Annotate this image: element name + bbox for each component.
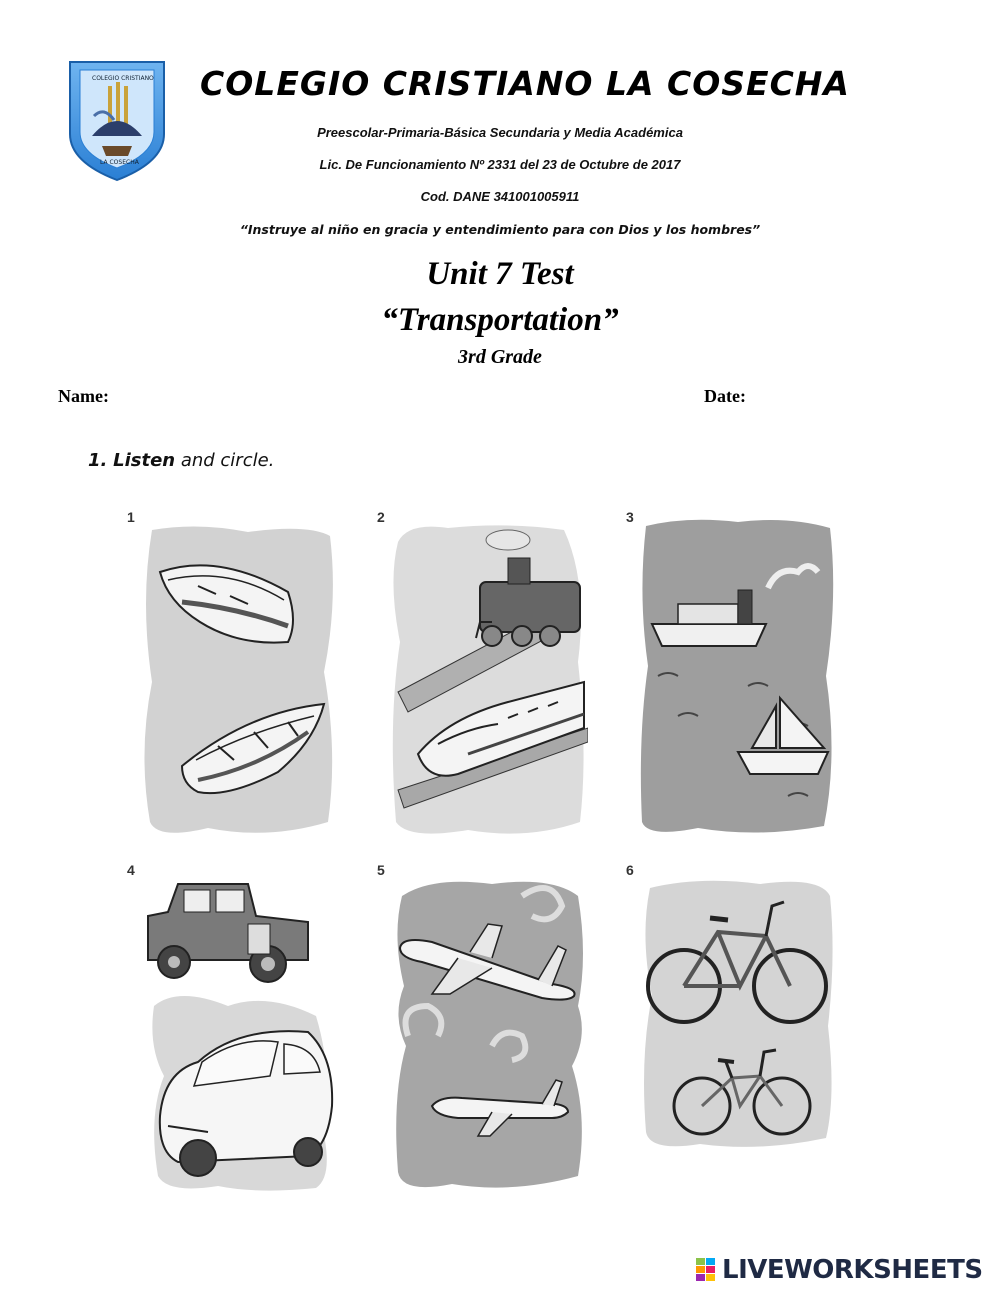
panel-2-trains[interactable] — [388, 522, 588, 840]
liveworksheets-logo-icon — [696, 1258, 716, 1282]
item-number-5: 5 — [377, 862, 385, 878]
license-line: Lic. De Funcionamiento Nº 2331 del 23 de Octubre de 2017 — [319, 157, 681, 172]
panel-1-boats[interactable] — [138, 522, 338, 840]
exercise-number: 1. — [88, 450, 108, 471]
school-levels: Preescolar-Primaria-Básica Secundaria y Media Académica — [317, 125, 683, 140]
liveworksheets-label: LIVEWORKSHEETS — [722, 1255, 983, 1285]
item-number-1: 1 — [127, 509, 135, 525]
name-label: Name: — [58, 386, 109, 406]
liveworksheets-brand[interactable] — [696, 1255, 983, 1285]
crest-text-bottom: LA COSECHA — [100, 159, 139, 166]
test-title: Unit 7 Test — [426, 256, 574, 292]
item-number-6: 6 — [626, 862, 634, 878]
car-icon[interactable] — [148, 884, 308, 982]
exercise-rest: and circle. — [180, 450, 275, 471]
school-name: COLEGIO CRISTIANO LA COSECHA — [200, 64, 850, 103]
school-crest-logo — [62, 56, 172, 184]
panel-6-bicycles[interactable] — [640, 876, 836, 1152]
panel-5-airplanes[interactable] — [392, 876, 588, 1194]
exercise-verb: Listen — [113, 450, 176, 471]
crest-text-top: COLEGIO CRISTIANO — [92, 75, 154, 82]
item-number-2: 2 — [377, 509, 385, 525]
school-motto: “Instruye al niño en gracia y entendimiento para con Dios y los hombres” — [239, 222, 761, 237]
test-topic: “Transportation” — [381, 302, 619, 338]
panel-4-cars[interactable] — [138, 876, 338, 1194]
exercise-instruction — [88, 450, 274, 471]
item-number-3: 3 — [626, 509, 634, 525]
dane-code: Cod. DANE 341001005911 — [420, 189, 580, 204]
panel-3-ships[interactable] — [638, 516, 838, 838]
date-label: Date: — [704, 386, 746, 406]
test-grade: 3rd Grade — [458, 346, 542, 368]
item-number-4: 4 — [127, 862, 135, 878]
